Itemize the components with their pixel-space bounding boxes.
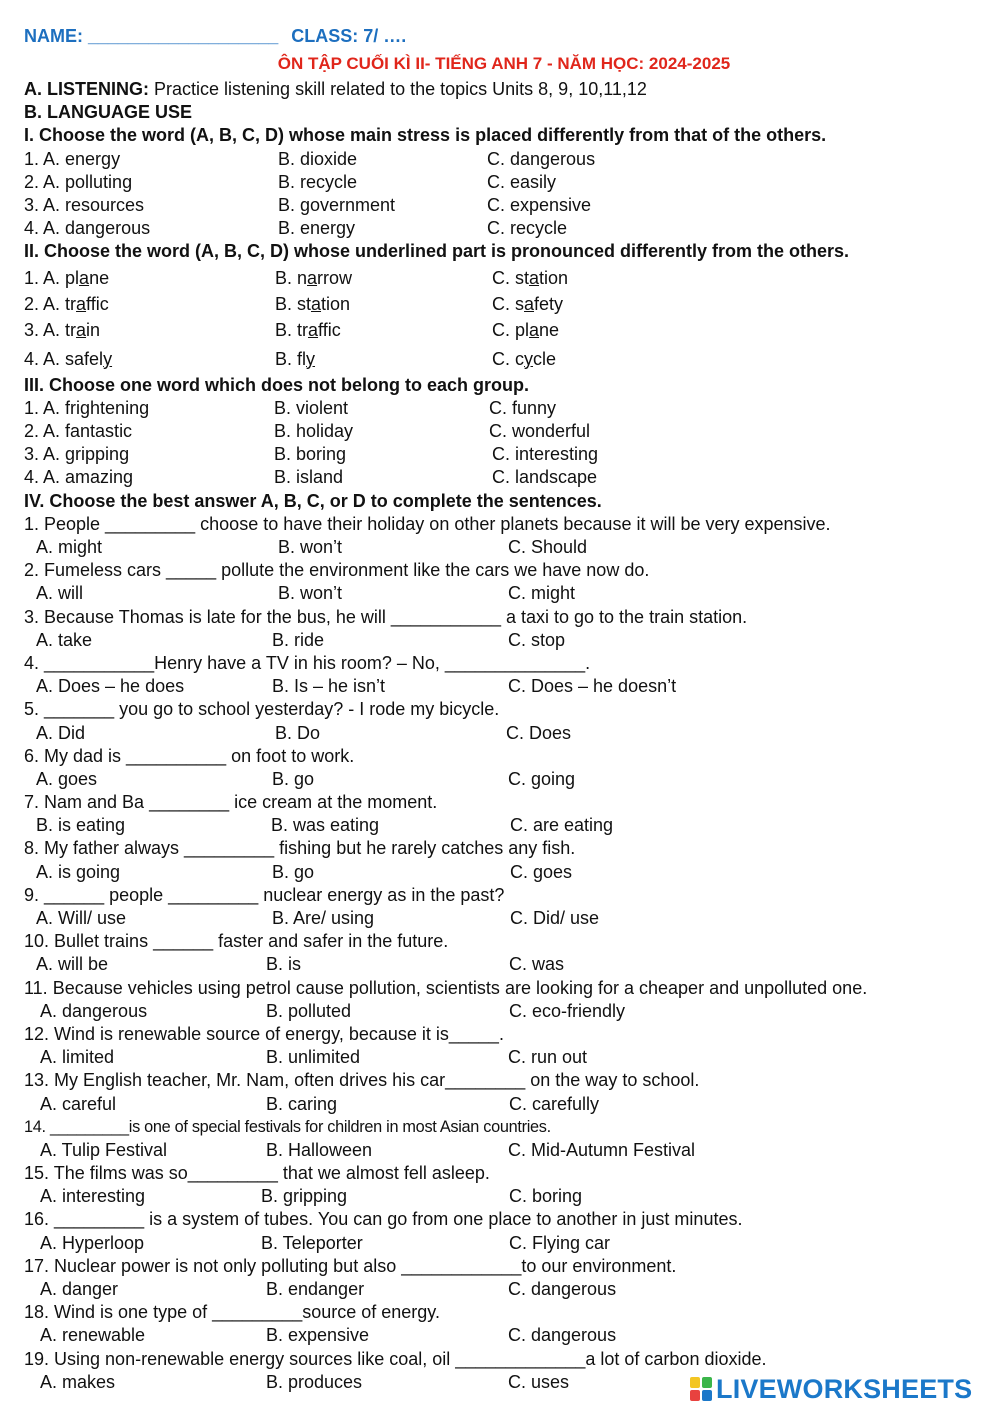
worksheet-title: ÔN TẬP CUỐI KÌ II- TIẾNG ANH 7 - NĂM HỌC: 2024-2025 [277,54,731,73]
s1-row [24,217,984,240]
option-b[interactable]: B. go [272,768,315,789]
option-a[interactable] [24,264,109,293]
worksheet-page [24,22,984,1394]
s3-row [24,443,984,466]
underlined-letter: a [308,319,319,340]
question-text: 2. Fumeless cars _____ pollute the environment like the cars we have now do. [24,560,650,581]
liveworksheets-logo [690,1374,972,1404]
answer-row [24,1139,984,1162]
logo-mark-icon [690,1377,712,1401]
option-text: 4. A. safel [24,348,104,369]
option-c[interactable]: C. Does – he doesn’t [508,676,677,697]
option-b[interactable]: B. dioxide [278,148,358,169]
option-b[interactable]: B. Are/ using [272,908,375,928]
option-b[interactable]: B. gripping [261,1186,348,1207]
option-a[interactable]: A. is going [36,861,121,882]
option-b[interactable]: B. was eating [271,815,380,836]
underlined-letter: y [524,348,534,369]
option-a[interactable]: A. danger [40,1279,119,1299]
question-text: 3. Because Thomas is late for the bus, he will ___________ a taxi to go to the train station. [24,606,748,627]
underlined-letter: a [311,293,322,314]
underlined-letter: a [76,293,87,314]
option-c[interactable]: C. recycle [487,218,568,239]
option-text: ne [89,267,110,288]
option-b[interactable] [275,345,315,374]
option-c[interactable]: C. wonderful [489,421,591,442]
option-c[interactable]: C. run out [508,1047,588,1068]
question-text: 18. Wind is one type of _________source of energy. [24,1302,440,1323]
section-2-heading: II. Choose the word (A, B, C, D) whose underlined part is pronounced differently from the others. [24,241,850,262]
option-b[interactable]: B. go [272,861,315,882]
s2-row [24,293,984,316]
option-a[interactable]: A. goes [36,768,98,789]
option-c[interactable]: C. eco-friendly [509,1000,626,1021]
name-label: NAME: [24,26,83,46]
option-c[interactable]: C. going [508,768,576,789]
option-text: B. n [275,267,308,288]
option-c[interactable]: C. uses [508,1371,570,1392]
option-b[interactable]: B. recycle [278,171,358,192]
underlined-letter: a [307,267,318,288]
option-b[interactable]: B. Teleporter [261,1232,363,1253]
answer-row [24,722,984,745]
s1-row [24,171,984,194]
underlined-letter: a [529,319,540,340]
listening-text: Practice listening skill related to the topics Units 8, 9, 10,11,12 [149,79,647,99]
question-text: 7. Nam and Ba ________ ice cream at the moment. [24,792,438,813]
option-b[interactable]: B. boring [274,444,347,465]
option-c[interactable]: C. Does [506,722,572,743]
language-use-heading: B. LANGUAGE USE [24,102,193,123]
answer-row [24,1000,984,1023]
option-a[interactable]: A. interesting [40,1186,146,1207]
s1-row [24,148,984,171]
option-a[interactable]: 3. A. resources [24,194,145,215]
option-c[interactable]: C. are eating [510,815,614,836]
answer-row [24,629,984,652]
option-b[interactable]: B. is [266,954,302,975]
question-text: 11. Because vehicles using petrol cause pollution, scientists are looking for a cheaper and unpolluted one. [24,977,868,998]
option-b[interactable]: B. polluted [266,1000,352,1021]
question-text: 6. My dad is __________ on foot to work. [24,745,355,766]
option-text: C. s [492,293,525,314]
option-text: B. st [275,293,312,314]
option-a[interactable]: 3. A. gripping [24,444,130,465]
option-b[interactable]: B. expensive [266,1325,370,1346]
option-a[interactable]: 2. A. polluting [24,171,133,192]
option-text: C. c [492,348,525,369]
option-c[interactable]: C. goes [510,861,573,882]
option-a[interactable]: A. dangerous [40,1000,148,1021]
option-a[interactable]: A. Does – he does [36,676,185,697]
option-b[interactable]: B. ride [272,629,325,650]
answer-row [24,953,984,976]
option-a[interactable]: A. Hyperloop [40,1232,145,1253]
option-a[interactable]: A. makes [40,1371,116,1392]
option-text: 2. A. tr [24,293,77,314]
option-c[interactable]: C. dangerous [487,148,596,169]
underlined-letter: a [529,267,540,288]
option-b[interactable]: B. produces [266,1371,363,1392]
answer-row [24,1185,984,1208]
option-b[interactable]: B. Is – he isn’t [272,676,386,697]
option-c[interactable]: C. Did/ use [510,908,600,928]
option-a[interactable]: 1. A. energy [24,148,121,169]
class-label: CLASS: 7/ …. [291,26,407,46]
option-a[interactable]: A. Did [36,722,86,743]
question-text: 12. Wind is renewable source of energy, because it is_____. [24,1023,504,1044]
option-a[interactable]: B. is eating [36,815,126,836]
option-c[interactable]: C. dangerous [508,1279,617,1299]
option-b[interactable] [275,293,350,316]
option-b[interactable]: B. Halloween [266,1139,373,1160]
s1-row [24,194,984,217]
option-c[interactable]: C. Should [508,537,588,557]
option-b[interactable]: B. Do [275,722,321,743]
option-a[interactable]: 2. A. fantastic [24,421,133,442]
logo-square [690,1390,700,1401]
option-text: ffic [318,319,341,340]
question-text: 5. _______ you go to school yesterday? - I rode my bicycle. [24,699,500,720]
answer-row [24,814,984,837]
option-text: ffic [86,293,109,314]
answer-row [24,907,984,930]
option-c[interactable]: C. landscape [492,467,598,488]
question-text: 19. Using non-renewable energy sources like coal, oil _____________a lot of carbon dioxide. [24,1348,767,1369]
answer-row [24,768,984,791]
option-c[interactable] [492,293,563,316]
option-text: cle [533,348,557,369]
option-b[interactable] [275,316,341,345]
option-a[interactable]: A. take [36,629,93,650]
question-text: 8. My father always _________ fishing but he rarely catches any fish. [24,838,576,859]
option-c[interactable]: C. Mid-Autumn Festival [508,1139,696,1160]
answer-row [24,1324,984,1347]
section-1-heading: I. Choose the word (A, B, C, D) whose main stress is placed differently from that of the others. [24,125,827,146]
logo-square [702,1377,712,1388]
option-a[interactable]: A. renewable [40,1325,146,1346]
name-blank[interactable]: ___________________ [88,26,279,46]
underlined-letter: a [76,319,87,340]
answer-row [24,582,984,605]
option-a[interactable] [24,316,100,345]
s3-row [24,397,984,420]
option-a[interactable]: A. careful [40,1093,117,1114]
underlined-letter: a [79,267,90,288]
option-a[interactable]: 4. A. amazing [24,467,134,488]
answer-row [24,1093,984,1116]
option-text: C. pl [492,319,530,340]
answer-row [24,1232,984,1255]
option-b[interactable]: B. holiday [274,421,354,442]
option-c[interactable] [492,264,568,293]
option-text: B. tr [275,319,309,340]
option-b[interactable]: B. won’t [278,583,343,604]
option-c[interactable]: C. interesting [492,444,599,465]
question-text: 16. _________ is a system of tubes. You can go from one place to another in just minutes. [24,1209,743,1230]
option-b[interactable]: B. unlimited [266,1047,361,1068]
underlined-letter: y [306,348,316,369]
listening-label: A. LISTENING: [24,79,149,99]
logo-text: LIVEWORKSHEETS [716,1374,973,1404]
option-text: rrow [317,267,353,288]
option-c[interactable]: C. stop [508,629,566,650]
option-c[interactable]: C. carefully [509,1093,600,1114]
option-b[interactable]: B. island [274,467,344,488]
option-text: ne [539,319,560,340]
option-a[interactable]: A. Will/ use [36,908,127,928]
option-c[interactable] [492,316,559,345]
option-text: tion [321,293,351,314]
option-b[interactable]: B. energy [278,218,356,239]
option-c[interactable]: C. funny [489,397,557,418]
option-c[interactable]: C. was [509,954,565,975]
option-text: C. st [492,267,530,288]
option-a[interactable]: A. might [36,537,103,557]
option-a[interactable]: A. will be [36,954,109,975]
question-text: 9. ______ people _________ nuclear energy as in the past? [24,884,505,905]
question-text: 4. ___________Henry have a TV in his room? – No, ______________. [24,652,591,673]
question-text: 14. _________is one of special festivals for children in most Asian countries. [24,1117,551,1136]
name-class-line [24,22,984,50]
option-b[interactable]: B. violent [274,397,349,418]
answer-row [24,536,984,559]
option-text: tion [539,267,569,288]
s2-row [24,345,984,374]
section-4-heading: IV. Choose the best answer A, B, C, or D to complete the sentences. [24,490,602,511]
logo-square [690,1377,700,1388]
option-c[interactable]: C. easily [487,171,557,192]
option-c[interactable]: C. expensive [487,194,592,215]
option-a[interactable]: A. Tulip Festival [40,1139,168,1160]
underlined-letter: y [103,348,113,369]
section-3-heading: III. Choose one word which does not belong to each group. [24,374,530,395]
underlined-letter: a [524,293,535,314]
option-a[interactable]: A. will [36,583,84,604]
s3-row [24,466,984,489]
option-c[interactable]: C. dangerous [508,1325,617,1346]
option-b[interactable]: B. caring [266,1093,338,1114]
s3-row [24,420,984,443]
option-a[interactable]: A. limited [40,1047,115,1068]
option-text: 3. A. tr [24,319,77,340]
option-text: 1. A. pl [24,267,80,288]
option-b[interactable]: B. endanger [266,1279,365,1299]
option-b[interactable]: B. government [278,194,396,215]
s2-row [24,316,984,345]
answer-row [24,675,984,698]
option-b[interactable] [275,264,352,293]
option-c[interactable]: C. boring [509,1186,583,1207]
answer-row [24,1046,984,1069]
option-a[interactable] [24,293,109,316]
option-b[interactable]: B. won’t [278,537,343,557]
listening-line [24,78,984,101]
option-text: fety [534,293,564,314]
option-a[interactable]: 4. A. dangerous [24,218,151,239]
s2-row [24,264,984,293]
option-text: B. fl [275,348,307,369]
question-text: 1. People _________ choose to have their holiday on other planets because it will be very expensive. [24,513,831,534]
option-c[interactable]: C. Flying car [509,1232,611,1253]
question-text: 10. Bullet trains ______ faster and safer in the future. [24,931,449,952]
option-a[interactable]: 1. A. frightening [24,397,150,418]
question-text: 13. My English teacher, Mr. Nam, often drives his car________ on the way to school. [24,1070,700,1091]
logo-square [702,1390,712,1401]
option-a[interactable] [24,345,112,374]
answer-row [24,861,984,884]
question-text: 17. Nuclear power is not only polluting but also ____________to our environment. [24,1255,677,1276]
question-text: 15. The films was so_________ that we almost fell asleep. [24,1163,490,1184]
option-c[interactable]: C. might [508,583,576,604]
answer-row [24,1278,984,1301]
option-text: in [86,319,101,340]
option-c[interactable] [492,345,556,374]
